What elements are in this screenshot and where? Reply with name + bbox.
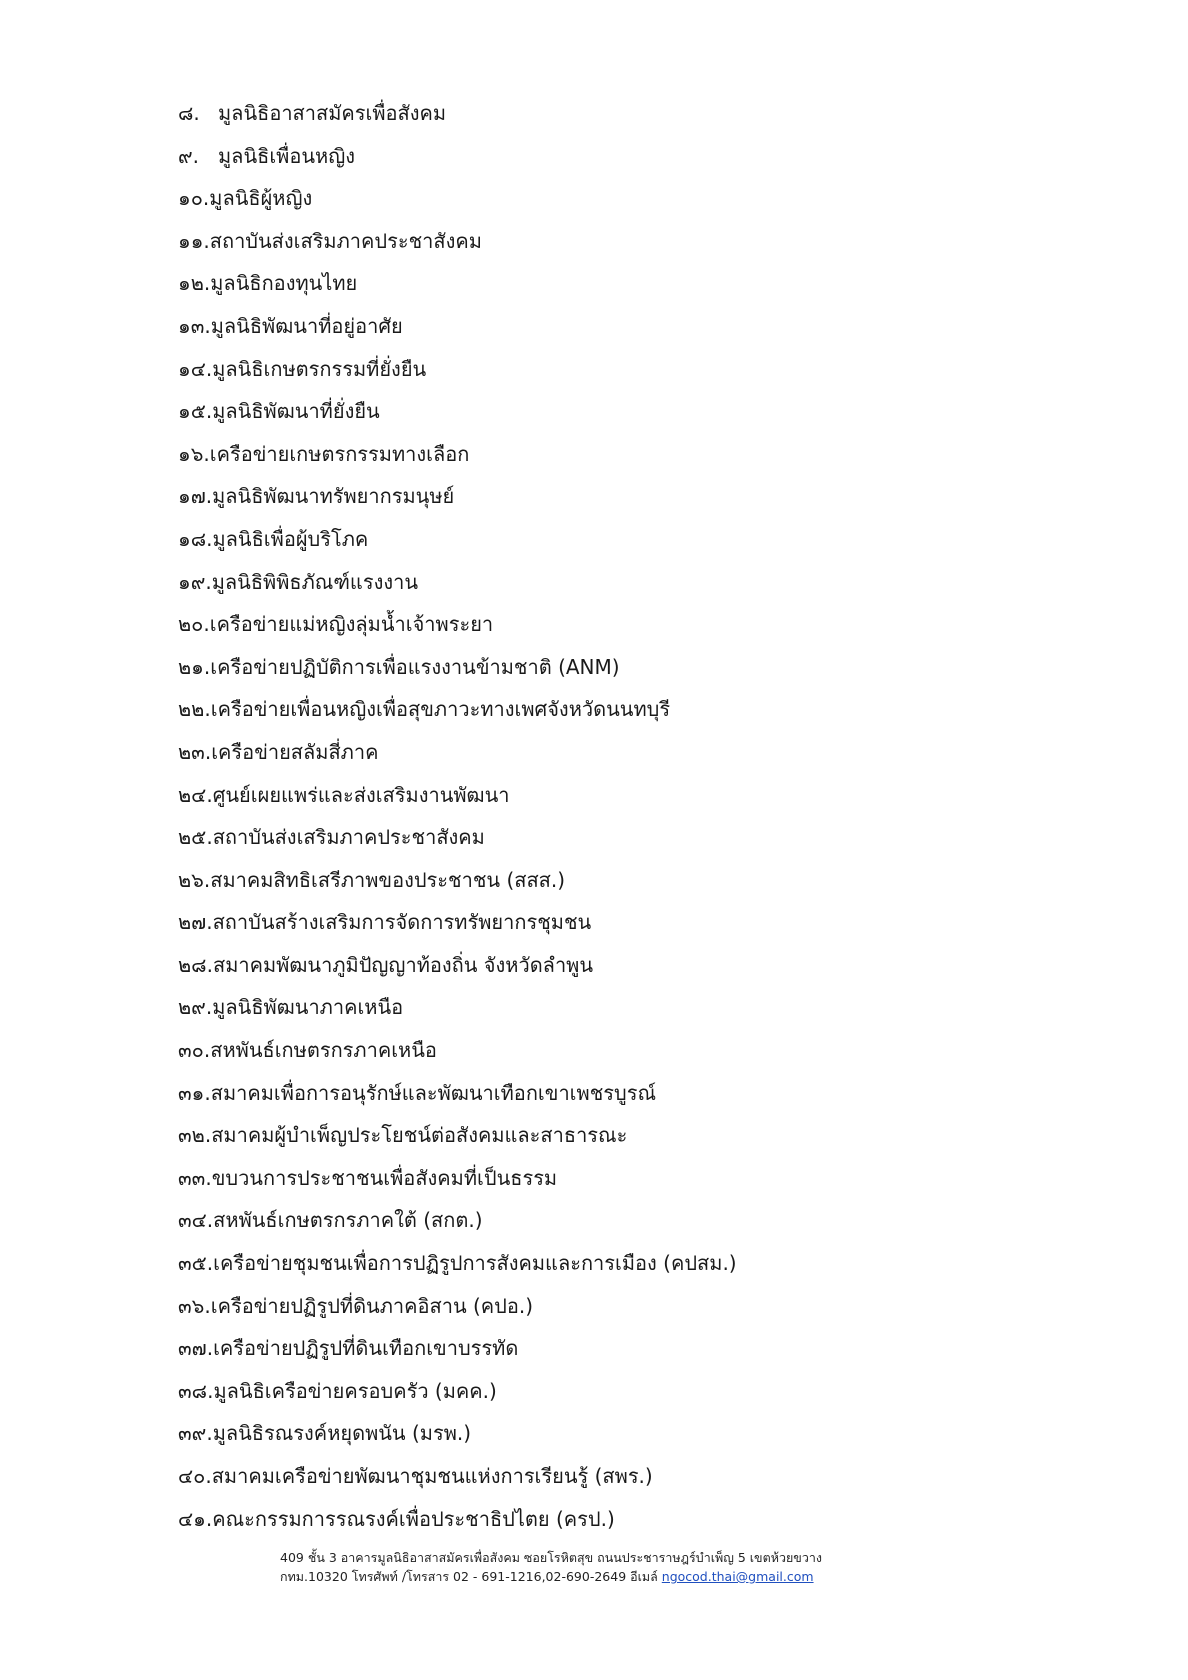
list-item [178,220,1078,263]
list-item [178,1370,1078,1413]
list-item-number: ๓๙. [178,1421,213,1446]
list-item [178,1114,1078,1157]
list-item-number: ๑๓. [178,313,211,338]
list-item [178,1072,1078,1115]
list-item [178,986,1078,1029]
list-item-text: มูลนิธิกองทุนไทย [210,271,358,296]
list-item-text: ขบวนการประชาชนเพื่อสังคมที่เป็นธรรม [211,1165,558,1190]
list-item-number: ๒๙. [178,995,213,1020]
list-item [178,1498,1078,1541]
list-item-text: เครือข่ายปฏิรูปที่ดินภาคอิสาน (คปอ.) [210,1293,534,1318]
list-item-text: เครือข่ายแม่หญิงลุ่มน้ำเจ้าพระยา [209,612,494,637]
list-item [178,177,1078,220]
list-item [178,1412,1078,1455]
list-item-number: ๑๕. [178,399,213,424]
list-item [178,475,1078,518]
list-item [178,1242,1078,1285]
list-item [178,305,1078,348]
list-item-number: ๒๗. [178,910,213,935]
list-item-number: ๒๒. [178,697,211,722]
list-item [178,1327,1078,1370]
list-item-text: เครือข่ายปฏิรูปที่ดินเทือกเขาบรรทัด [213,1336,519,1361]
footer-email-link[interactable]: ngocod.thai@gmail.com [661,1569,814,1584]
list-item [178,92,1078,135]
list-item-text: สมาคมเพื่อการอนุรักษ์และพัฒนาเทือกเขาเพชรบูรณ์ [210,1080,656,1105]
list-item-text: สมาคมพัฒนาภูมิปัญญาท้องถิ่น จังหวัดลำพูน [212,952,594,977]
list-item-text: มูลนิธิเพื่อนหญิง [218,143,356,168]
list-item-number: ๑๙. [178,569,212,594]
list-item-text: มูลนิธิเพื่อผู้บริโภค [212,526,369,551]
list-item-text: สถาบันส่งเสริมภาคประชาสังคม [209,228,482,253]
list-item [178,1199,1078,1242]
footer-phone: กทม.10320 โทรศัพท์ /โทรสาร 02 - 691-1216,02-690-2649 อีเมล์ [280,1569,662,1584]
list-item-text: เครือข่ายเพื่อนหญิงเพื่อสุขภาวะทางเพศจังหวัดนนทบุรี [210,697,671,722]
list-item-text: มูลนิธิพิพิธภัณฑ์แรงงาน [211,569,419,594]
list-item-text: ศูนย์เผยแพร่และส่งเสริมงานพัฒนา [212,782,510,807]
list-item-text: เครือข่ายเกษตรกรรมทางเลือก [209,441,470,466]
list-item [178,816,1078,859]
list-item [178,901,1078,944]
list-item-text: มูลนิธิพัฒนาที่ยั่งยืน [212,399,380,424]
list-item-text: สมาคมผู้บำเพ็ญประโยชน์ต่อสังคมและสาธารณะ [211,1123,628,1148]
list-item [178,135,1078,178]
list-item-number: ๓๑. [178,1080,211,1105]
list-item-number: ๙. [178,143,200,168]
list-item [178,688,1078,731]
list-item-number: ๒๓. [178,739,212,764]
list-item-number: ๑๖. [178,441,210,466]
list-item-number: ๒๔. [178,782,213,807]
list-item-text: มูลนิธิพัฒนาทรัพยากรมนุษย์ [212,484,455,509]
list-item [178,731,1078,774]
list-item-text: มูลนิธิผู้หญิง [209,186,313,211]
list-item-text: มูลนิธิอาสาสมัครเพื่อสังคม [218,101,447,125]
list-item-text: เครือข่ายสลัมสี่ภาค [211,739,379,764]
list-item [178,518,1078,561]
list-item-number: ๑๗. [178,484,213,509]
list-item-number: ๑๘. [178,526,213,551]
list-item-number: ๑๐. [178,186,210,211]
list-item-text: มูลนิธิเครือข่ายครอบครัว (มคค.) [213,1378,497,1403]
list-item-text: สมาคมสิทธิเสรีภาพของประชาชน (สสส.) [210,867,566,892]
list-item [178,1157,1078,1200]
list-item-number: ๑๒. [178,271,211,296]
list-item-number: ๓๓. [178,1165,212,1190]
list-item-text: สถาบันสร้างเสริมการจัดการทรัพยากรชุมชน [212,910,592,935]
list-item-text: มูลนิธิเกษตรกรรมที่ยั่งยืน [212,356,427,381]
list-item-number: ๓๒. [178,1123,212,1148]
list-item-number: ๓๘. [178,1378,214,1403]
list-item-number: ๒๑. [178,654,211,679]
list-item [178,561,1078,604]
list-item-text: สหพันธ์เกษตรกรภาคใต้ (สกต.) [213,1208,483,1233]
list-item-number: ๓๖. [178,1293,211,1318]
list-item [178,603,1078,646]
list-item-number: ๓๐. [178,1038,211,1063]
list-item-number: ๑๔. [178,356,213,381]
list-item-number: ๓๔. [178,1208,214,1233]
organization-list [178,92,1078,1540]
list-item-text: มูลนิธิรณรงค์หยุดพนัน (มรพ.) [212,1421,472,1446]
list-item [178,390,1078,433]
list-item-text: เครือข่ายชุมชนเพื่อการปฏิรูปการสังคมและการเมือง (คปสม.) [213,1251,737,1276]
list-item [178,1455,1078,1498]
list-item-text: มูลนิธิพัฒนาภาคเหนือ [212,995,404,1020]
list-item-number: ๒๐. [178,612,210,637]
list-item [178,1285,1078,1328]
list-item-text: สมาคมเครือข่ายพัฒนาชุมชนแห่งการเรียนรู้ (สพร.) [211,1464,653,1488]
list-item-number: ๒๖. [178,867,211,892]
page-footer [0,1548,1188,1586]
list-item [178,262,1078,305]
footer-address: 409 ชั้น 3 อาคารมูลนิธิอาสาสมัครเพื่อสังคม ซอยโรหิตสุข ถนนประชาราษฎร์บำเพ็ญ 5 เขตห้วยขวาง [280,1550,822,1565]
list-item [178,646,1078,689]
list-item-text: เครือข่ายปฏิบัติการเพื่อแรงงานข้ามชาติ (ANM) [210,654,620,679]
list-item-number: ๒๕. [178,825,213,850]
list-item-text: สถาบันส่งเสริมภาคประชาสังคม [212,825,485,850]
list-item-text: สหพันธ์เกษตรกรภาคเหนือ [210,1038,437,1063]
list-item [178,774,1078,817]
list-item-number: ๔๐. [178,1464,212,1488]
list-item-text: คณะกรรมการรณรงค์เพื่อประชาธิปไตย (ครป.) [212,1506,615,1531]
footer-contact [0,1567,1188,1586]
list-item [178,1029,1078,1072]
list-item-number: ๘. [178,101,200,125]
list-item-number: ๓๕. [178,1251,214,1276]
list-item [178,944,1078,987]
list-item-number: ๓๗. [178,1336,214,1361]
list-item-number: ๒๘. [178,952,213,977]
list-item-number: ๔๑. [178,1506,213,1531]
list-item-number: ๑๑. [178,228,210,253]
list-item [178,348,1078,391]
list-item [178,859,1078,902]
list-item [178,433,1078,476]
list-item-text: มูลนิธิพัฒนาที่อยู่อาศัย [210,313,403,338]
